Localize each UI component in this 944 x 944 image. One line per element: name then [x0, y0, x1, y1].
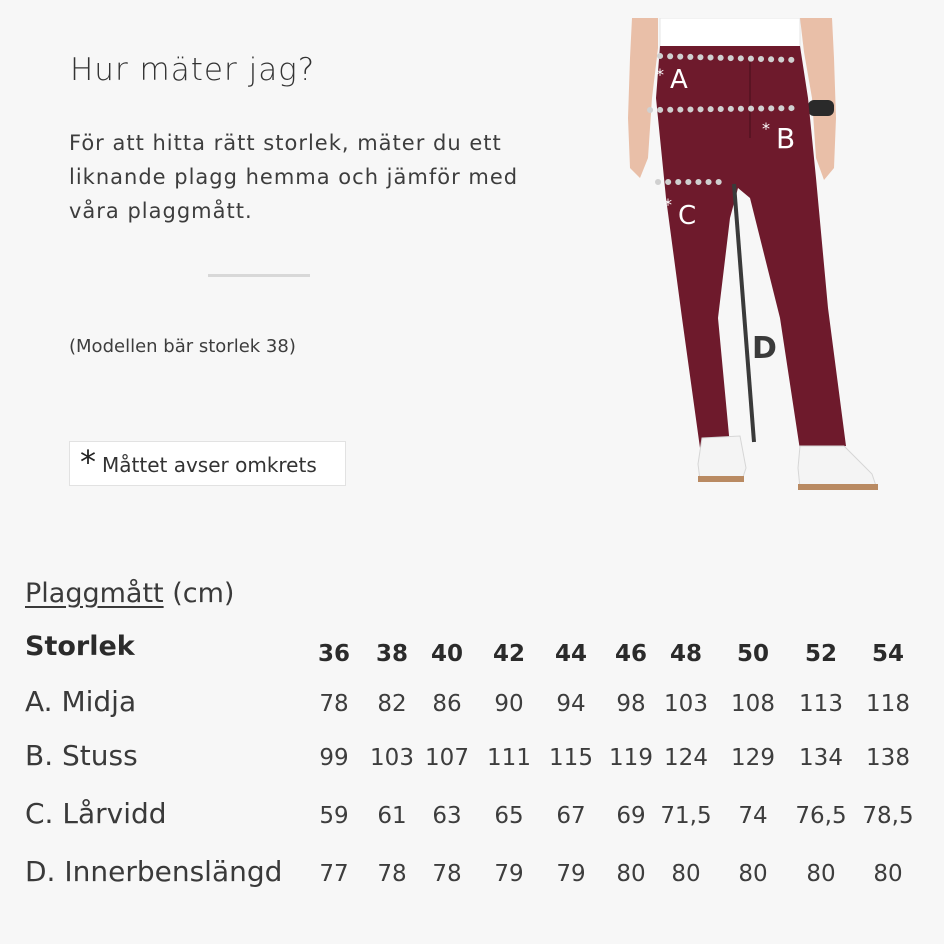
marker-d: D	[752, 331, 777, 366]
marker-b-star: *	[762, 119, 770, 138]
legend-text: Måttet avser omkrets	[102, 453, 317, 477]
right-shoe	[798, 446, 876, 488]
measurement-cell: 61	[377, 803, 407, 829]
size-column-header: 48	[669, 641, 703, 667]
size-column-header: 40	[430, 641, 464, 667]
row-label: B. Stuss	[25, 739, 138, 772]
page-title: Hur mäter jag?	[70, 52, 316, 88]
size-column-header: 42	[492, 641, 526, 667]
divider	[208, 274, 310, 277]
size-column-header: 44	[554, 641, 588, 667]
marker-a: A	[670, 65, 688, 95]
circumference-legend	[69, 441, 346, 486]
size-table-title: Plaggmått	[25, 578, 164, 609]
size-header-label: Storlek	[25, 631, 135, 662]
right-sole	[798, 484, 878, 490]
measurement-cell: 78	[377, 861, 407, 887]
marker-a-star: *	[656, 65, 664, 84]
row-label: C. Lårvidd	[25, 797, 167, 830]
measurement-cell: 74	[738, 803, 768, 829]
size-column-header: 54	[871, 641, 905, 667]
size-column-header: 36	[317, 641, 351, 667]
measurement-cell: 59	[319, 803, 349, 829]
measurement-cell: 82	[377, 691, 407, 717]
size-table-heading	[25, 578, 234, 609]
measurement-cell: 124	[664, 745, 708, 771]
measurement-cell: 94	[556, 691, 586, 717]
measurement-cell: 78	[432, 861, 462, 887]
measurement-cell: 63	[432, 803, 462, 829]
trousers-measurement-illustration	[600, 18, 900, 498]
measurement-cell: 77	[319, 861, 349, 887]
intro-text: För att hitta rätt storlek, mäter du ett liknande plagg hemma och jämför med våra plaggmått.	[69, 131, 519, 223]
measurement-cell: 107	[425, 745, 469, 771]
measurement-cell: 78	[319, 691, 349, 717]
measurement-cell: 80	[671, 861, 701, 887]
measurement-cell: 80	[738, 861, 768, 887]
measurement-cell: 118	[866, 691, 910, 717]
measurement-cell: 103	[664, 691, 708, 717]
measurement-cell: 108	[731, 691, 775, 717]
inseam-measure-line	[734, 184, 754, 442]
measurement-cell: 76,5	[795, 803, 847, 829]
measurement-cell: 86	[432, 691, 462, 717]
marker-c: C	[678, 201, 697, 231]
measurement-cell: 79	[556, 861, 586, 887]
row-label: D. Innerbenslängd	[25, 855, 283, 888]
measurement-cell: 138	[866, 745, 910, 771]
size-column-header: 50	[736, 641, 770, 667]
measurement-cell: 67	[556, 803, 586, 829]
measurement-cell: 71,5	[660, 803, 712, 829]
measurement-cell: 65	[494, 803, 524, 829]
measurement-cell: 98	[616, 691, 646, 717]
measurement-cell: 113	[799, 691, 843, 717]
measurement-cell: 103	[370, 745, 414, 771]
measurement-cell: 115	[549, 745, 593, 771]
left-shoe	[698, 436, 746, 480]
left-arm	[628, 18, 658, 178]
model-size-note: (Modellen bär storlek 38)	[69, 336, 296, 357]
row-label: A. Midja	[25, 685, 137, 718]
size-table-unit: (cm)	[172, 578, 235, 609]
size-column-header: 38	[375, 641, 409, 667]
measurement-cell: 99	[319, 745, 349, 771]
measurement-cell: 78,5	[862, 803, 914, 829]
measurement-cell: 134	[799, 745, 843, 771]
size-table	[0, 625, 944, 925]
watch-icon	[808, 100, 834, 116]
measurement-cell: 80	[616, 861, 646, 887]
marker-b: B	[776, 122, 796, 155]
size-column-header: 52	[804, 641, 838, 667]
measurement-cell: 80	[806, 861, 836, 887]
measurement-cell: 79	[494, 861, 524, 887]
asterisk-icon: *	[80, 443, 96, 481]
size-column-header: 46	[614, 641, 648, 667]
measurement-cell: 90	[494, 691, 524, 717]
left-sole	[698, 476, 744, 482]
measurement-cell: 69	[616, 803, 646, 829]
marker-c-star: *	[664, 195, 672, 214]
measurement-cell: 111	[487, 745, 531, 771]
measurement-cell: 80	[873, 861, 903, 887]
measurement-cell: 129	[731, 745, 775, 771]
measurement-cell: 119	[609, 745, 653, 771]
